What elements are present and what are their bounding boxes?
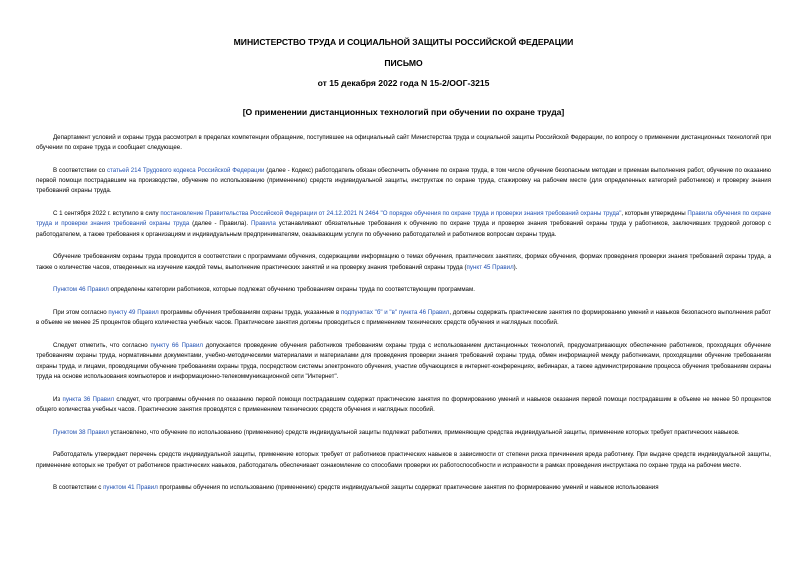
paragraph-text: С 1 сентября 2022 г. вступило в силу [53, 210, 161, 218]
ministry-title: МИНИСТЕРСТВО ТРУДА И СОЦИАЛЬНОЙ ЗАЩИТЫ РОССИЙСКОЙ ФЕДЕРАЦИИ [233, 37, 574, 47]
paragraph-text: устанавливают обязательные требования к обучению по охране труда и проверке знания требований охраны труда у работников, заключивших трудовой договор с работодателем, а также требования к организациям и индивидуальным предпринимателям, оказывающим услуги по обучению работодателей и работников вопросам охраны труда. [36, 220, 771, 238]
document-subject: [О применении дистанционных технологий при обучении по охране труда] [242, 107, 565, 117]
paragraph-text: , которым утверждены [621, 210, 688, 218]
paragraph-text: Из [53, 395, 63, 403]
link-government-decree-2464[interactable]: постановление Правительства Российской Федерации от 24.12.2021 N 2464 "О порядке обучения по охране труда и проверки знания требований охраны труда" [160, 210, 622, 218]
document-date-number: от 15 декабря 2022 года N 15-2/ООГ-3215 [317, 78, 490, 88]
document-body [36, 133, 771, 506]
paragraph-text: В соответствии с [53, 484, 104, 492]
link-rules[interactable]: Правила [251, 220, 276, 228]
paragraph [36, 395, 771, 415]
paragraph [36, 166, 771, 197]
document-type: ПИСЬМО [384, 58, 423, 68]
paragraph-text: определены категории работников, которые подлежат обучению требованиям охраны труда по соответствующим программам. [108, 286, 475, 294]
paragraph [36, 285, 771, 295]
link-training-rules[interactable]: Правила обучения по охране труда и проверки знания требований охраны труда [36, 210, 771, 228]
link-rules-point-66[interactable]: пункту 66 Правил [150, 342, 203, 350]
link-rules-point-36[interactable]: пункта 36 Правил [62, 395, 115, 403]
paragraph-text: следует, что программы обучения по оказанию первой помощи пострадавшим содержат практические занятия по формированию умений и навыков оказания первой помощи пострадавшим в объеме не менее 50 процентов общего количества учебных часов. Практические занятия проводятся с применением технических средств обучения и наглядных пособий. [36, 395, 772, 413]
link-rules-point-49[interactable]: пункту 49 Правил [108, 309, 159, 317]
link-rules-point-46-subpoints[interactable]: подпунктах "б" и "в" пункта 46 Правил [340, 309, 450, 317]
paragraph-text: Обучение требованиям охраны труда проводится в соответствии с программами обучения, содержащими информацию о темах обучения, практических занятиях, формах обучения, формах проведения проверки знания требований охраны труда, а также о количестве часов, отведенных на изучение каждой темы, выполнение практических занятий и на проверку знания требований охраны труда ( [36, 253, 771, 271]
paragraph-text: программы обучения по использованию (применению) средств индивидуальной защиты содержат практические занятия по формированию умений и навыков использования [157, 484, 659, 492]
paragraph-text: Департамент условий и охраны труда рассмотрел в пределах компетенции обращение, поступившее на официальный сайт Министерства труда и социальной защиты Российской Федерации, по вопросу о применении дистанционных технологий при обучении по охране труда и сообщает следующее. [36, 134, 771, 152]
paragraph [36, 341, 771, 382]
paragraph-text: допускается проведение обучения работников требованиям охраны труда с использованием дистанционных технологий, предусматривающих обеспечение работников, проходящих обучение требованиям охраны труда, нормативными документами, учебно-методическими материалами и материалами для проведения проверки знания требований охраны труда, обмен информацией между работниками, проходящими обучение требованиям охраны труда, и лицами, проводящими обучение требованиям охраны труда, посредством системы электронного обучения, участие обучающихся в интернет-конференциях, вебинарах, а также администрирование процесса обучения требованиям охраны труда на основе использования компьютеров и информационно-телекоммуникационной сети "Интернет". [36, 342, 771, 380]
paragraph-text: установлено, что обучение по использованию (применению) средств индивидуальной защиты подлежат работники, применяющие средства индивидуальной защиты, применение которых требует практических навыков. [108, 428, 740, 436]
paragraph [36, 133, 771, 153]
link-rules-point-41[interactable]: пунктом 41 Правил [103, 484, 158, 492]
paragraph-text: Следует отметить, что согласно [53, 342, 151, 350]
paragraph [36, 308, 771, 328]
paragraph-text: ). [513, 263, 518, 271]
paragraph-text: При этом согласно [53, 309, 109, 317]
paragraph-text: , должны содержать практические занятия по формированию умений и навыков безопасного выполнения работ в объеме не менее 25 процентов общего количества учебных часов. Практические занятия должны проводиться с применением технических средств обучения и наглядных пособий. [36, 309, 771, 327]
paragraph-text: В соответствии со [53, 167, 107, 174]
paragraph-text: (далее - Кодекс) работодатель обязан обеспечить обучение по охране труда, в том числе обучение безопасным методам и приемам выполнения работ, обучение по оказанию первой помощи пострадавшим на производстве, обучение по использованию (применению) средств индивидуальной защиты, инструктаж по охране труда, стажировку на рабочем месте (для определенных категорий работников) и проверку знания требований охраны труда. [36, 167, 771, 195]
paragraph [36, 483, 771, 493]
link-rules-point-45[interactable]: пункт 45 Правил [466, 263, 514, 271]
link-rules-point-46[interactable]: Пунктом 46 Правил [53, 286, 109, 294]
link-labor-code-article-214[interactable]: статьей 214 Трудового кодекса Российской Федерации [106, 167, 265, 174]
paragraph-text: программы обучения требованиям охраны труда, указанные в [158, 309, 341, 317]
paragraph [36, 209, 771, 240]
paragraph-text: Работодатель утверждает перечень средств индивидуальной защиты, применение которых требует от работников практических навыков в зависимости от степени риска причинения вреда работнику. При выдаче средств индивидуальной защиты, применение которых не требует от работников практических навыков, работодатель обеспечивает ознакомление со способами проверки их работоспособности и исправности в рамках проведения инструктажа по охране труда на рабочем месте. [36, 451, 771, 469]
link-rules-point-38[interactable]: Пунктом 38 Правил [53, 428, 109, 436]
paragraph [36, 252, 771, 272]
paragraph [36, 428, 771, 438]
paragraph-text: (далее - Правила). [189, 220, 251, 228]
paragraph [36, 450, 771, 470]
